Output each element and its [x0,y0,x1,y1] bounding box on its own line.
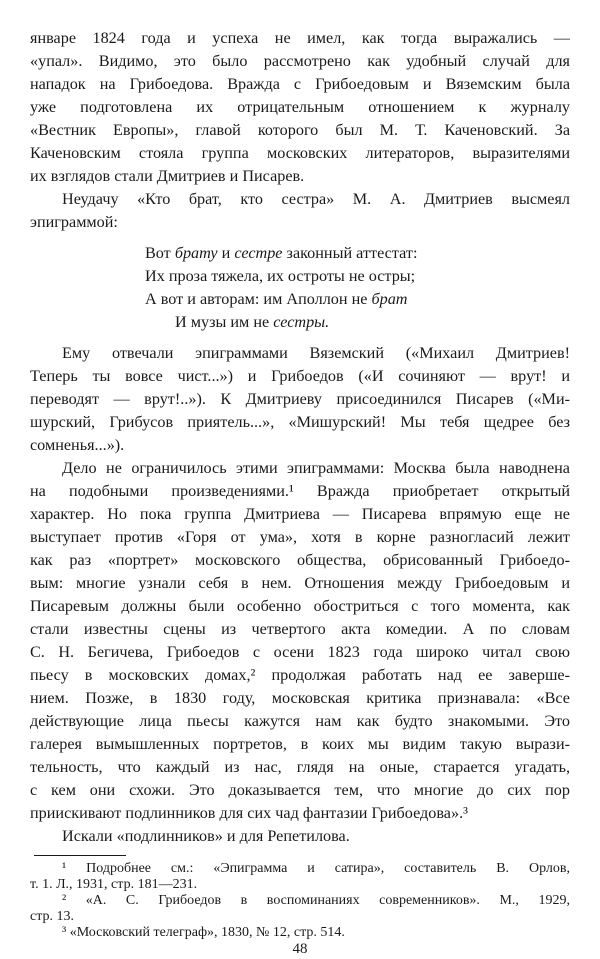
text-line: С. Н. Бегичева, Грибоедов с осени 1823 года широко читал свою [30,643,570,661]
text-line: стали известны сцены из четвертого акта комедии. А по словам [30,620,570,638]
footnote-line: ¹ Подробнее см.: «Эпиграмма и сатира», составитель В. Орлов, [62,861,570,876]
poem-line: И музы им не сестры. [175,313,330,331]
poem-line: Их проза тяжела, их остроты не остры; [145,267,416,285]
text-line: Писаревым должны были особенно обостриться с того момента, как [30,597,570,615]
text-line: уже подготовлена их отрицательным отношением к журналу [30,98,570,116]
text-line: действующие лица пьесы кажутся нам как будто знакомыми. Это [30,712,570,730]
text-line: вым: многие узнали себя в нем. Отношения между Грибоедовым и [30,574,570,592]
text-line: Ему отвечали эпиграммами Вяземский («Михаил Дмитриев! [62,344,570,362]
footnote-line: ² «А. С. Грибоедов в воспоминаниях современников». М., 1929, [62,893,570,908]
poem-line: Вот брату и сестре законный аттестат: [145,244,418,262]
text-line: пьесу в московских домах,² продолжая работать над ее заверше- [30,666,570,684]
text-line: шурский, Грибусов приятель...», «Мишурский! Мы тебя щедрее без [30,413,570,431]
text-line: нием. Позже, в 1830 году, московская критика признавала: «Все [30,689,570,707]
text-line: «упал». Видимо, это было рассмотрено как удобный случай для [30,52,570,70]
footnote-line: ³ «Московский телеграф», 1830, № 12, стр. 514. [62,925,345,940]
text-line: характер. Но пока группа Дмитриева — Писарева впрямую еще не [30,505,570,523]
text-line: их взглядов стали Дмитриев и Писарев. [30,167,305,185]
footnote-divider [34,855,126,856]
text-line: Неудачу «Кто брат, кто сестра» М. А. Дмитриев высмеял [62,190,570,208]
text-line: с кем они схожи. Это доказывается тем, что многие до сих пор [30,781,570,799]
text-line: январе 1824 года и успеха не имел, как тогда выражались — [30,29,570,47]
text-line: галерея вымышленных портретов, в коих мы видим такую вырази- [30,735,570,753]
text-line: переводят — врут!..»). К Дмитриеву присоединился Писарев («Ми- [30,390,570,408]
footnote-line: стр. 13. [30,909,75,924]
page-number: 48 [292,941,308,957]
text-line: приискивают подлинников для сих чад фантазии Грибоедова».³ [30,804,468,822]
text-line: выступает против «Горя от ума», хотя в корне разногласий лежит [30,528,570,546]
text-line: Теперь ты вовсе чист...») и Грибоедов («И сочиняют — врут! и [30,367,570,385]
text-line: эпиграммой: [30,213,118,231]
text-line: на подобными произведениями.¹ Вражда приобретает открытый [30,482,570,500]
text-line: нападок на Грибоедова. Вражда с Грибоедовым и Вяземским была [30,75,570,93]
text-line: «Вестник Европы», главой которого был М. Т. Каченовский. За [30,121,570,139]
footnote-line: т. 1. Л., 1931, стр. 181—231. [30,877,198,892]
text-line: Каченовским стояла группа московских литераторов, выразителями [30,144,570,162]
text-line: тельность, что каждый из нас, глядя на оные, старается угадать, [30,758,570,776]
text-line: сомненья...»). [30,436,125,454]
text-line: как раз «портрет» московского общества, обрисованный Грибоедо- [30,551,570,569]
text-line: Искали «подлинников» и для Репетилова. [62,827,350,845]
poem-line: А вот и авторам: им Аполлон не брат [145,290,408,308]
text-line: Дело не ограничилось этими эпиграммами: Москва была наводнена [62,459,570,477]
